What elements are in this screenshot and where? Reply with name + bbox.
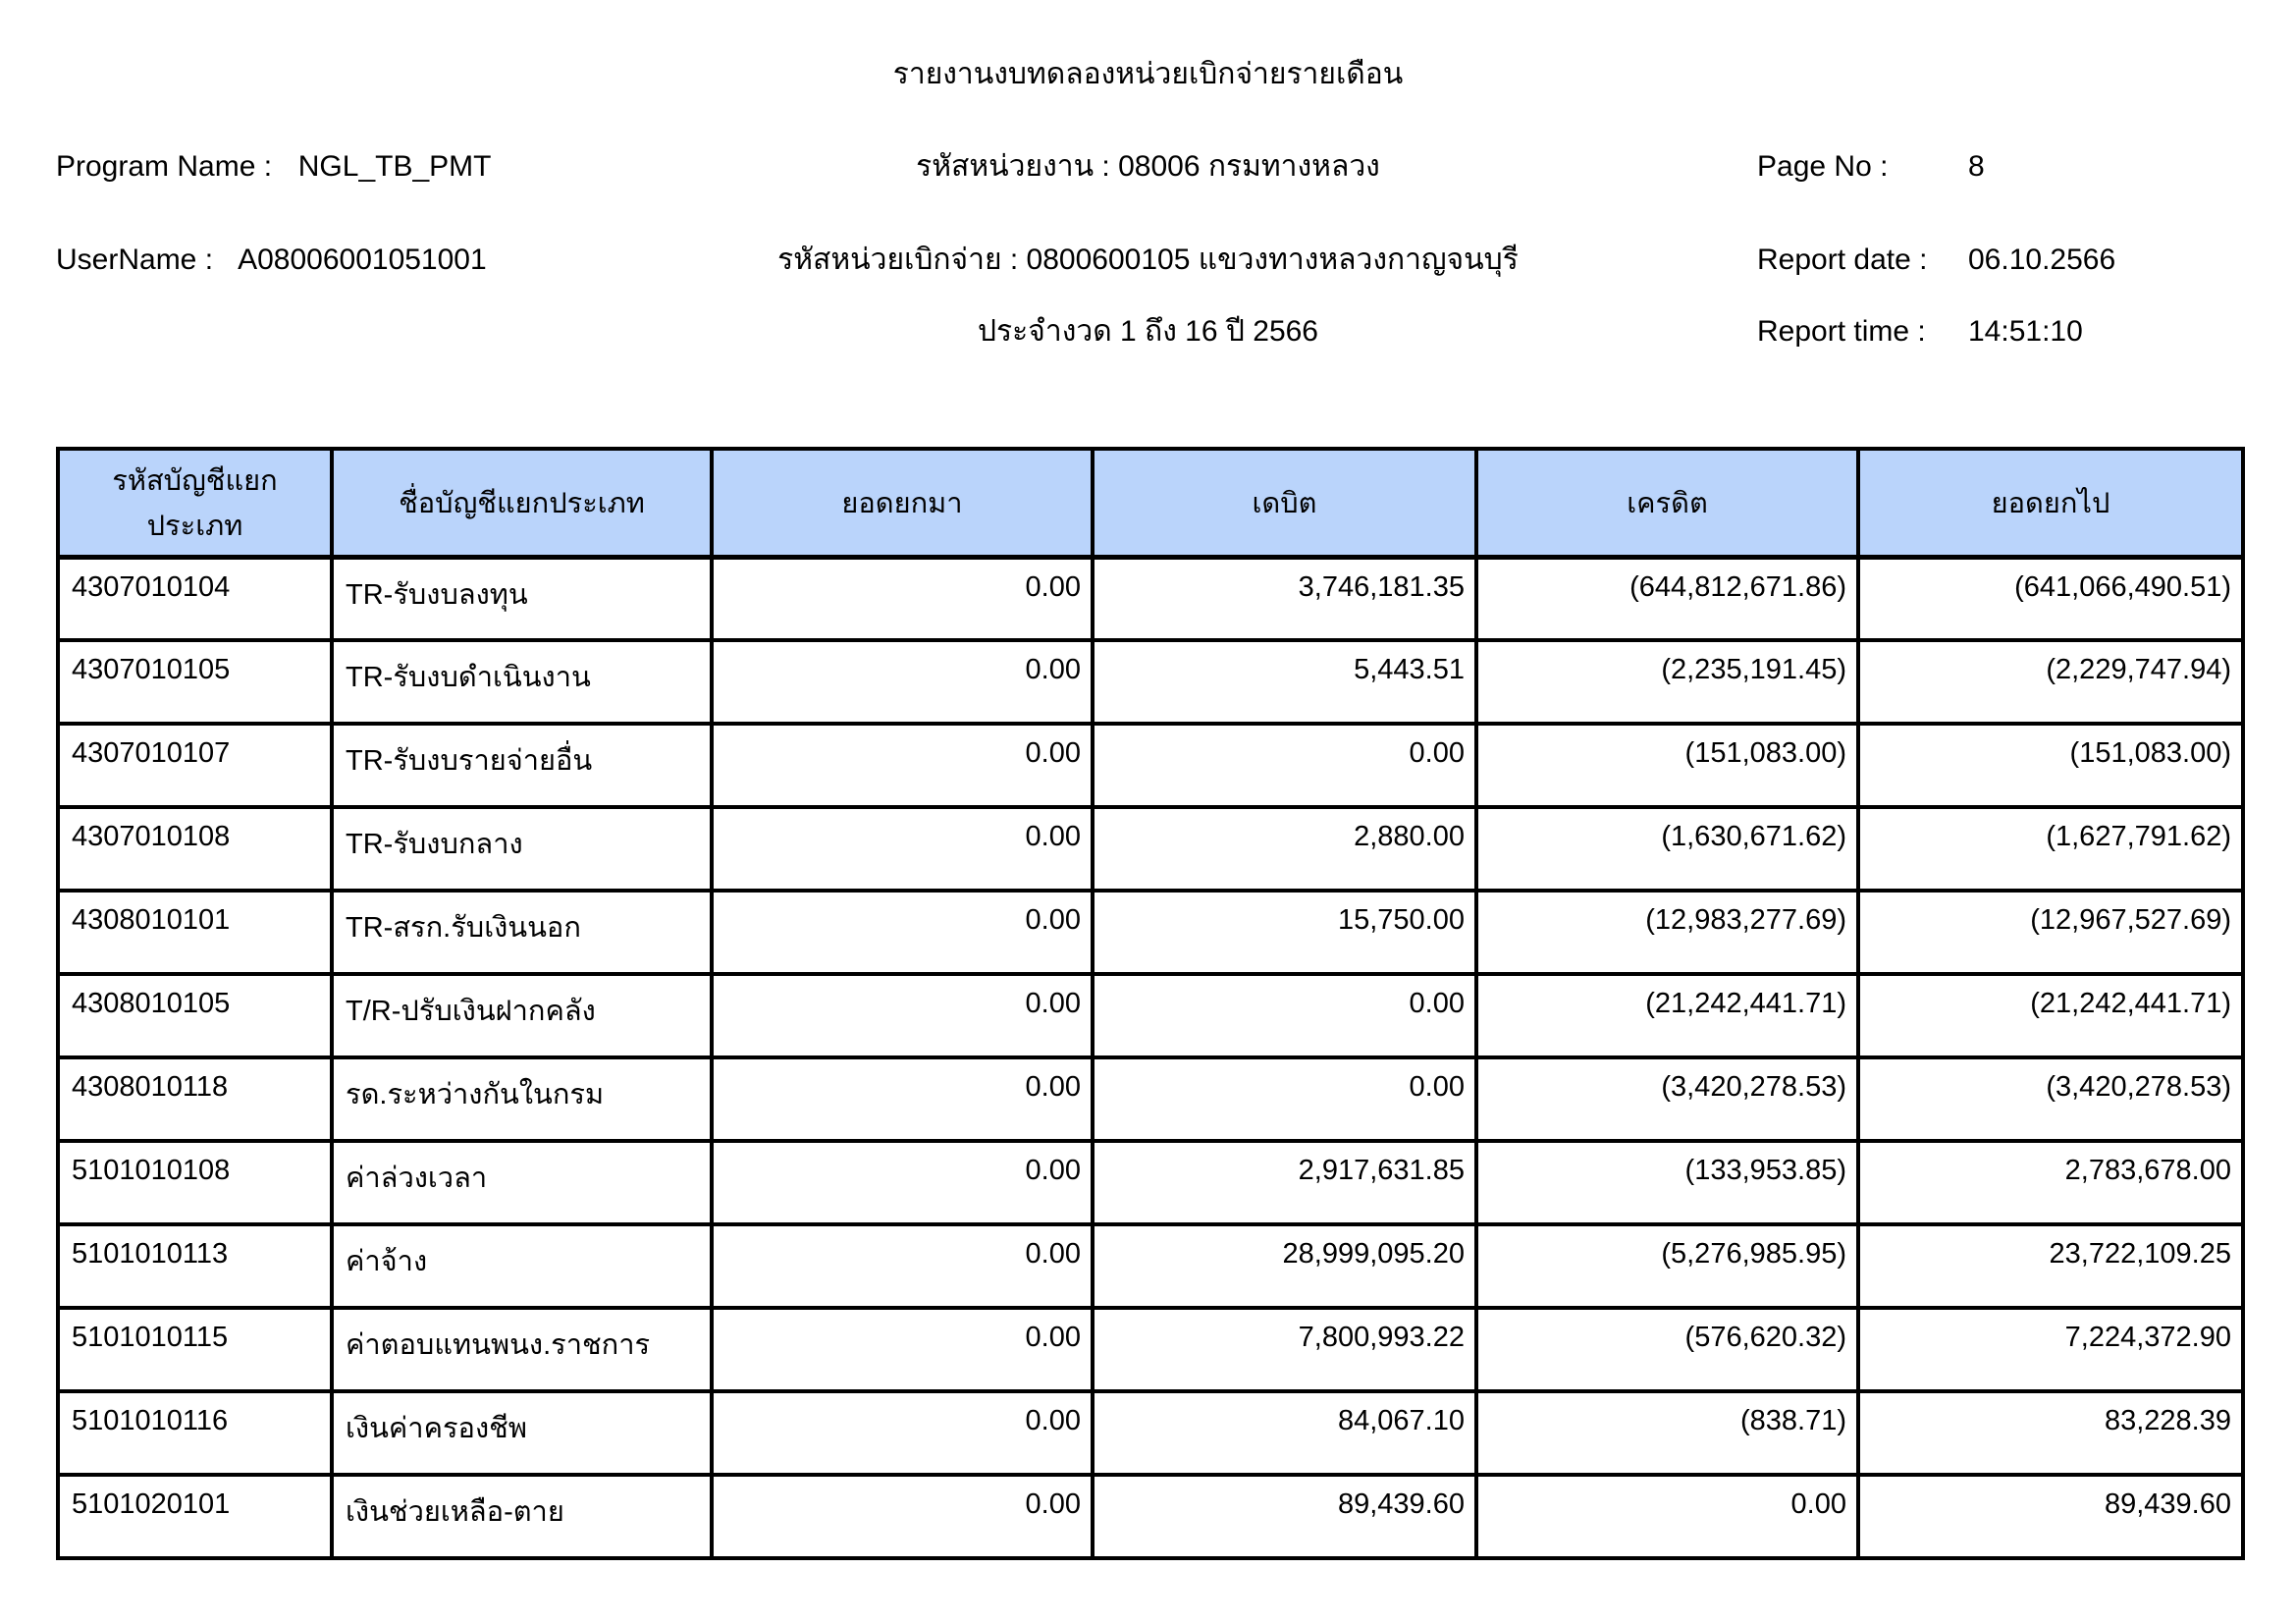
debit-cell: 2,917,631.85 (1093, 1141, 1476, 1224)
account-code-cell: 4307010104 (58, 557, 332, 640)
credit-cell: (5,276,985.95) (1476, 1224, 1858, 1308)
account-code-cell: 5101010116 (58, 1391, 332, 1475)
debit-cell: 3,746,181.35 (1093, 557, 1476, 640)
debit-cell: 7,800,993.22 (1093, 1308, 1476, 1391)
account-code-cell: 4307010107 (58, 724, 332, 807)
carried-forward-cell: (2,229,747.94) (1858, 640, 2243, 724)
account-name-cell: เงินค่าครองชีพ (332, 1391, 712, 1475)
carried-forward-cell: 83,228.39 (1858, 1391, 2243, 1475)
brought-forward-cell: 0.00 (712, 1475, 1093, 1558)
account-name-cell: TR-รับงบดำเนินงาน (332, 640, 712, 724)
table-row (58, 1057, 2243, 1141)
page-no-value: 8 (1968, 150, 1985, 183)
credit-cell: (1,630,671.62) (1476, 807, 1858, 891)
report-time-value: 14:51:10 (1968, 315, 2083, 348)
account-name-cell: ค่าตอบแทนพนง.ราชการ (332, 1308, 712, 1391)
account-code-cell: 5101010115 (58, 1308, 332, 1391)
account-code-cell: 4308010105 (58, 974, 332, 1057)
period-line: ประจำงวด 1 ถึง 16 ปี 2566 (978, 315, 1318, 348)
account-code-cell: 5101010108 (58, 1141, 332, 1224)
col-header-credit: เครดิต (1476, 449, 1858, 557)
credit-cell: (151,083.00) (1476, 724, 1858, 807)
account-code-cell: 5101020101 (58, 1475, 332, 1558)
brought-forward-cell: 0.00 (712, 1308, 1093, 1391)
debit-cell: 0.00 (1093, 974, 1476, 1057)
brought-forward-cell: 0.00 (712, 807, 1093, 891)
account-name-cell: ค่าจ้าง (332, 1224, 712, 1308)
carried-forward-cell: (12,967,527.69) (1858, 891, 2243, 974)
debit-cell: 84,067.10 (1093, 1391, 1476, 1475)
table-body (58, 557, 2243, 1558)
account-name-cell: ค่าล่วงเวลา (332, 1141, 712, 1224)
table-row (58, 1308, 2243, 1391)
account-name-cell: TR-รับงบกลาง (332, 807, 712, 891)
carried-forward-cell: (21,242,441.71) (1858, 974, 2243, 1057)
account-code-cell: 4308010118 (58, 1057, 332, 1141)
table-row (58, 974, 2243, 1057)
page-no-label: Page No : (1757, 150, 1889, 183)
brought-forward-cell: 0.00 (712, 557, 1093, 640)
brought-forward-cell: 0.00 (712, 974, 1093, 1057)
account-name-cell: เงินช่วยเหลือ-ตาย (332, 1475, 712, 1558)
table-row (58, 807, 2243, 891)
credit-cell: (133,953.85) (1476, 1141, 1858, 1224)
program-name-value: NGL_TB_PMT (297, 150, 492, 183)
credit-cell: (3,420,278.53) (1476, 1057, 1858, 1141)
brought-forward-cell: 0.00 (712, 724, 1093, 807)
credit-cell: (576,620.32) (1476, 1308, 1858, 1391)
program-name-label: Program Name : (56, 150, 273, 183)
brought-forward-cell: 0.00 (712, 1141, 1093, 1224)
brought-forward-cell: 0.00 (712, 1224, 1093, 1308)
carried-forward-cell: (3,420,278.53) (1858, 1057, 2243, 1141)
credit-cell: (12,983,277.69) (1476, 891, 1858, 974)
col-header-account-code: รหัสบัญชีแยกประเภท (58, 449, 332, 557)
account-name-cell: TR-รับงบลงทุน (332, 557, 712, 640)
credit-cell: 0.00 (1476, 1475, 1858, 1558)
carried-forward-cell: (641,066,490.51) (1858, 557, 2243, 640)
account-name-cell: TR-รับงบรายจ่ายอื่น (332, 724, 712, 807)
carried-forward-cell: 7,224,372.90 (1858, 1308, 2243, 1391)
brought-forward-cell: 0.00 (712, 1391, 1093, 1475)
account-code-cell: 4308010101 (58, 891, 332, 974)
debit-cell: 0.00 (1093, 1057, 1476, 1141)
table-header-row (58, 449, 2243, 557)
username-label: UserName : (56, 243, 214, 276)
report-title: รายงานงบทดลองหน่วยเบิกจ่ายรายเดือน (892, 58, 1404, 90)
credit-cell: (644,812,671.86) (1476, 557, 1858, 640)
carried-forward-cell: 23,722,109.25 (1858, 1224, 2243, 1308)
brought-forward-cell: 0.00 (712, 640, 1093, 724)
table-row (58, 1224, 2243, 1308)
credit-cell: (2,235,191.45) (1476, 640, 1858, 724)
agency-code-line: รหัสหน่วยงาน : 08006 กรมทางหลวง (916, 150, 1380, 183)
table-row (58, 1141, 2243, 1224)
debit-cell: 0.00 (1093, 724, 1476, 807)
account-name-cell: TR-สรก.รับเงินนอก (332, 891, 712, 974)
table-row (58, 640, 2243, 724)
debit-cell: 5,443.51 (1093, 640, 1476, 724)
account-name-cell: T/R-ปรับเงินฝากคลัง (332, 974, 712, 1057)
carried-forward-cell: 89,439.60 (1858, 1475, 2243, 1558)
brought-forward-cell: 0.00 (712, 891, 1093, 974)
carried-forward-cell: 2,783,678.00 (1858, 1141, 2243, 1224)
trial-balance-table (56, 447, 2245, 1560)
account-name-cell: รด.ระหว่างกันในกรม (332, 1057, 712, 1141)
credit-cell: (838.71) (1476, 1391, 1858, 1475)
table-row (58, 724, 2243, 807)
col-header-carried-forward: ยอดยกไป (1858, 449, 2243, 557)
table-row (58, 891, 2243, 974)
account-code-cell: 4307010108 (58, 807, 332, 891)
col-header-debit: เดบิต (1093, 449, 1476, 557)
account-code-cell: 5101010113 (58, 1224, 332, 1308)
credit-cell: (21,242,441.71) (1476, 974, 1858, 1057)
brought-forward-cell: 0.00 (712, 1057, 1093, 1141)
carried-forward-cell: (1,627,791.62) (1858, 807, 2243, 891)
table-row (58, 1391, 2243, 1475)
account-code-cell: 4307010105 (58, 640, 332, 724)
col-header-account-name: ชื่อบัญชีแยกประเภท (332, 449, 712, 557)
report-time-label: Report time : (1757, 315, 1926, 348)
disbursement-code-line: รหัสหน่วยเบิกจ่าย : 0800600105 แขวงทางหลวงกาญจนบุรี (777, 243, 1519, 276)
table-row (58, 1475, 2243, 1558)
table-row (58, 557, 2243, 640)
debit-cell: 2,880.00 (1093, 807, 1476, 891)
debit-cell: 15,750.00 (1093, 891, 1476, 974)
col-header-brought-forward: ยอดยกมา (712, 449, 1093, 557)
debit-cell: 89,439.60 (1093, 1475, 1476, 1558)
report-date-value: 06.10.2566 (1968, 243, 2116, 276)
report-date-label: Report date : (1757, 243, 1928, 276)
username-value: A08006001051001 (238, 243, 487, 276)
carried-forward-cell: (151,083.00) (1858, 724, 2243, 807)
debit-cell: 28,999,095.20 (1093, 1224, 1476, 1308)
